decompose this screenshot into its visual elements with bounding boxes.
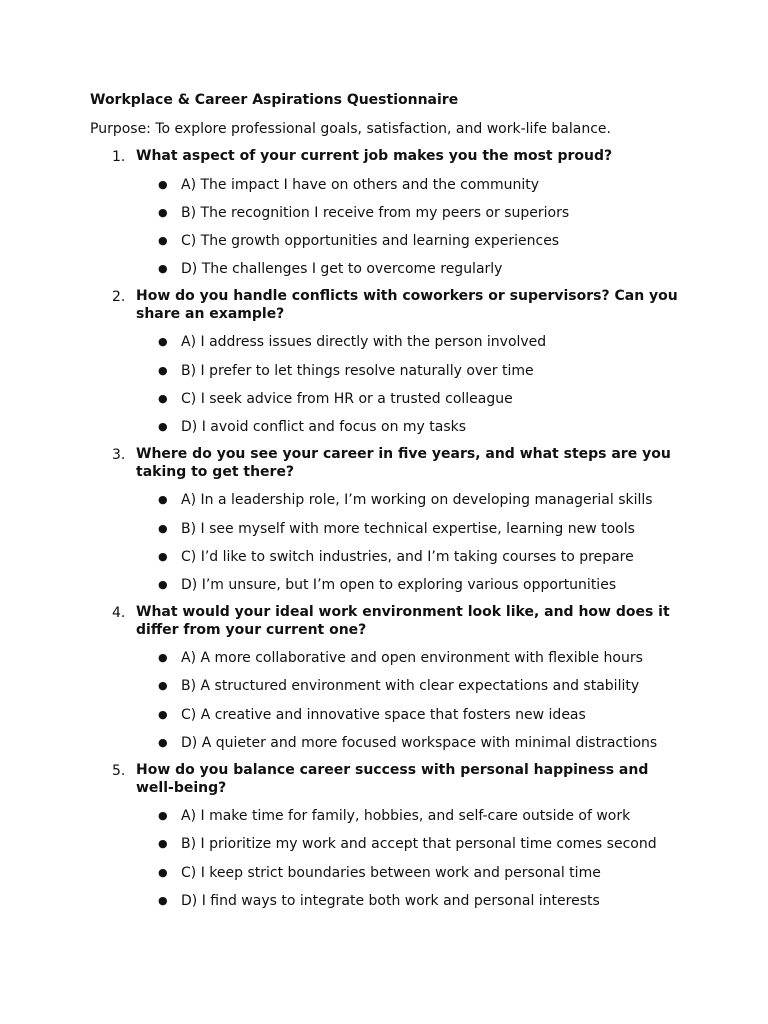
answer-option-text: C) I seek advice from HR or a trusted colleague	[181, 390, 513, 407]
answer-options-list	[136, 176, 690, 279]
question-number: 3.	[112, 447, 126, 464]
answer-option	[136, 835, 690, 853]
bullet-icon: ●	[158, 205, 168, 219]
question-item	[90, 446, 690, 594]
bullet-icon: ●	[158, 234, 168, 248]
answer-option-text: C) The growth opportunities and learning experiences	[181, 233, 560, 250]
bullet-icon: ●	[158, 363, 168, 377]
answer-options-list	[136, 649, 690, 752]
answer-option-text: A) The impact I have on others and the community	[181, 176, 540, 193]
answer-option	[136, 362, 690, 380]
answer-option	[136, 649, 690, 667]
answer-option-text: B) I prefer to let things resolve naturally over time	[181, 362, 534, 379]
bullet-icon: ●	[158, 736, 168, 750]
answer-option	[136, 677, 690, 695]
answer-option	[136, 892, 690, 910]
answer-option-text: A) I make time for family, hobbies, and self-care outside of work	[181, 808, 631, 825]
answer-option-text: C) I’d like to switch industries, and I’m taking courses to prepare	[181, 548, 634, 565]
question-list	[90, 148, 690, 910]
answer-option	[136, 520, 690, 538]
answer-option-text: B) A structured environment with clear expectations and stability	[181, 678, 640, 695]
answer-options-list	[136, 333, 690, 436]
answer-option-text: A) A more collaborative and open environment with flexible hours	[181, 650, 643, 667]
answer-option-text: A) In a leadership role, I’m working on developing managerial skills	[181, 492, 653, 509]
answer-option-text: C) I keep strict boundaries between work and personal time	[181, 864, 601, 881]
bullet-icon: ●	[158, 651, 168, 665]
bullet-icon: ●	[158, 420, 168, 434]
question-number: 4.	[112, 605, 126, 622]
answer-option	[136, 807, 690, 825]
bullet-icon: ●	[158, 707, 168, 721]
question-number: 2.	[112, 289, 126, 306]
bullet-icon: ●	[158, 262, 168, 276]
purpose-statement: Purpose: To explore professional goals, satisfaction, and work-life balance.	[90, 121, 611, 137]
answer-option	[136, 418, 690, 436]
answer-option	[136, 333, 690, 351]
document-page	[90, 91, 690, 920]
bullet-icon: ●	[158, 578, 168, 592]
bullet-icon: ●	[158, 521, 168, 535]
bullet-icon: ●	[158, 177, 168, 191]
answer-option-text: D) I find ways to integrate both work and personal interests	[181, 892, 600, 909]
question-item	[90, 148, 690, 278]
answer-option	[136, 706, 690, 724]
bullet-icon: ●	[158, 809, 168, 823]
bullet-icon: ●	[158, 837, 168, 851]
answer-option	[136, 176, 690, 194]
bullet-icon: ●	[158, 893, 168, 907]
question-number: 5.	[112, 763, 126, 780]
question-text: What aspect of your current job makes you the most proud?	[136, 148, 613, 164]
answer-option	[136, 864, 690, 882]
document-title: Workplace & Career Aspirations Questionnaire	[90, 92, 459, 108]
answer-option-text: D) I avoid conflict and focus on my tasks	[181, 419, 467, 436]
answer-option	[136, 204, 690, 222]
bullet-icon: ●	[158, 493, 168, 507]
answer-option	[136, 390, 690, 408]
answer-option-text: D) I’m unsure, but I’m open to exploring various opportunities	[181, 577, 617, 594]
question-text: Where do you see your career in five years, and what steps are you taking to get there?	[136, 446, 671, 480]
question-text: What would your ideal work environment look like, and how does it differ from your current one?	[136, 604, 670, 638]
answer-option	[136, 491, 690, 509]
question-item	[90, 604, 690, 752]
bullet-icon: ●	[158, 679, 168, 693]
question-number: 1.	[112, 149, 126, 165]
question-text: How do you handle conflicts with coworkers or supervisors? Can you share an example?	[136, 288, 678, 322]
answer-options-list	[136, 807, 690, 910]
bullet-icon: ●	[158, 549, 168, 563]
bullet-icon: ●	[158, 391, 168, 405]
answer-option-text: A) I address issues directly with the person involved	[181, 334, 547, 351]
answer-option-text: D) The challenges I get to overcome regularly	[181, 261, 503, 278]
answer-option-text: C) A creative and innovative space that fosters new ideas	[181, 706, 586, 723]
answer-option-text: B) I see myself with more technical expertise, learning new tools	[181, 520, 635, 537]
question-item	[90, 762, 690, 910]
answer-option-text: B) The recognition I receive from my peers or superiors	[181, 204, 570, 221]
bullet-icon: ●	[158, 865, 168, 879]
question-text: How do you balance career success with personal happiness and well-being?	[136, 762, 649, 796]
answer-option	[136, 232, 690, 250]
answer-option-text: B) I prioritize my work and accept that personal time comes second	[181, 836, 657, 853]
answer-option	[136, 734, 690, 752]
answer-options-list	[136, 491, 690, 594]
answer-option	[136, 548, 690, 566]
answer-option-text: D) A quieter and more focused workspace with minimal distractions	[181, 735, 658, 752]
answer-option	[136, 260, 690, 278]
bullet-icon: ●	[158, 335, 168, 349]
question-item	[90, 288, 690, 436]
answer-option	[136, 576, 690, 594]
